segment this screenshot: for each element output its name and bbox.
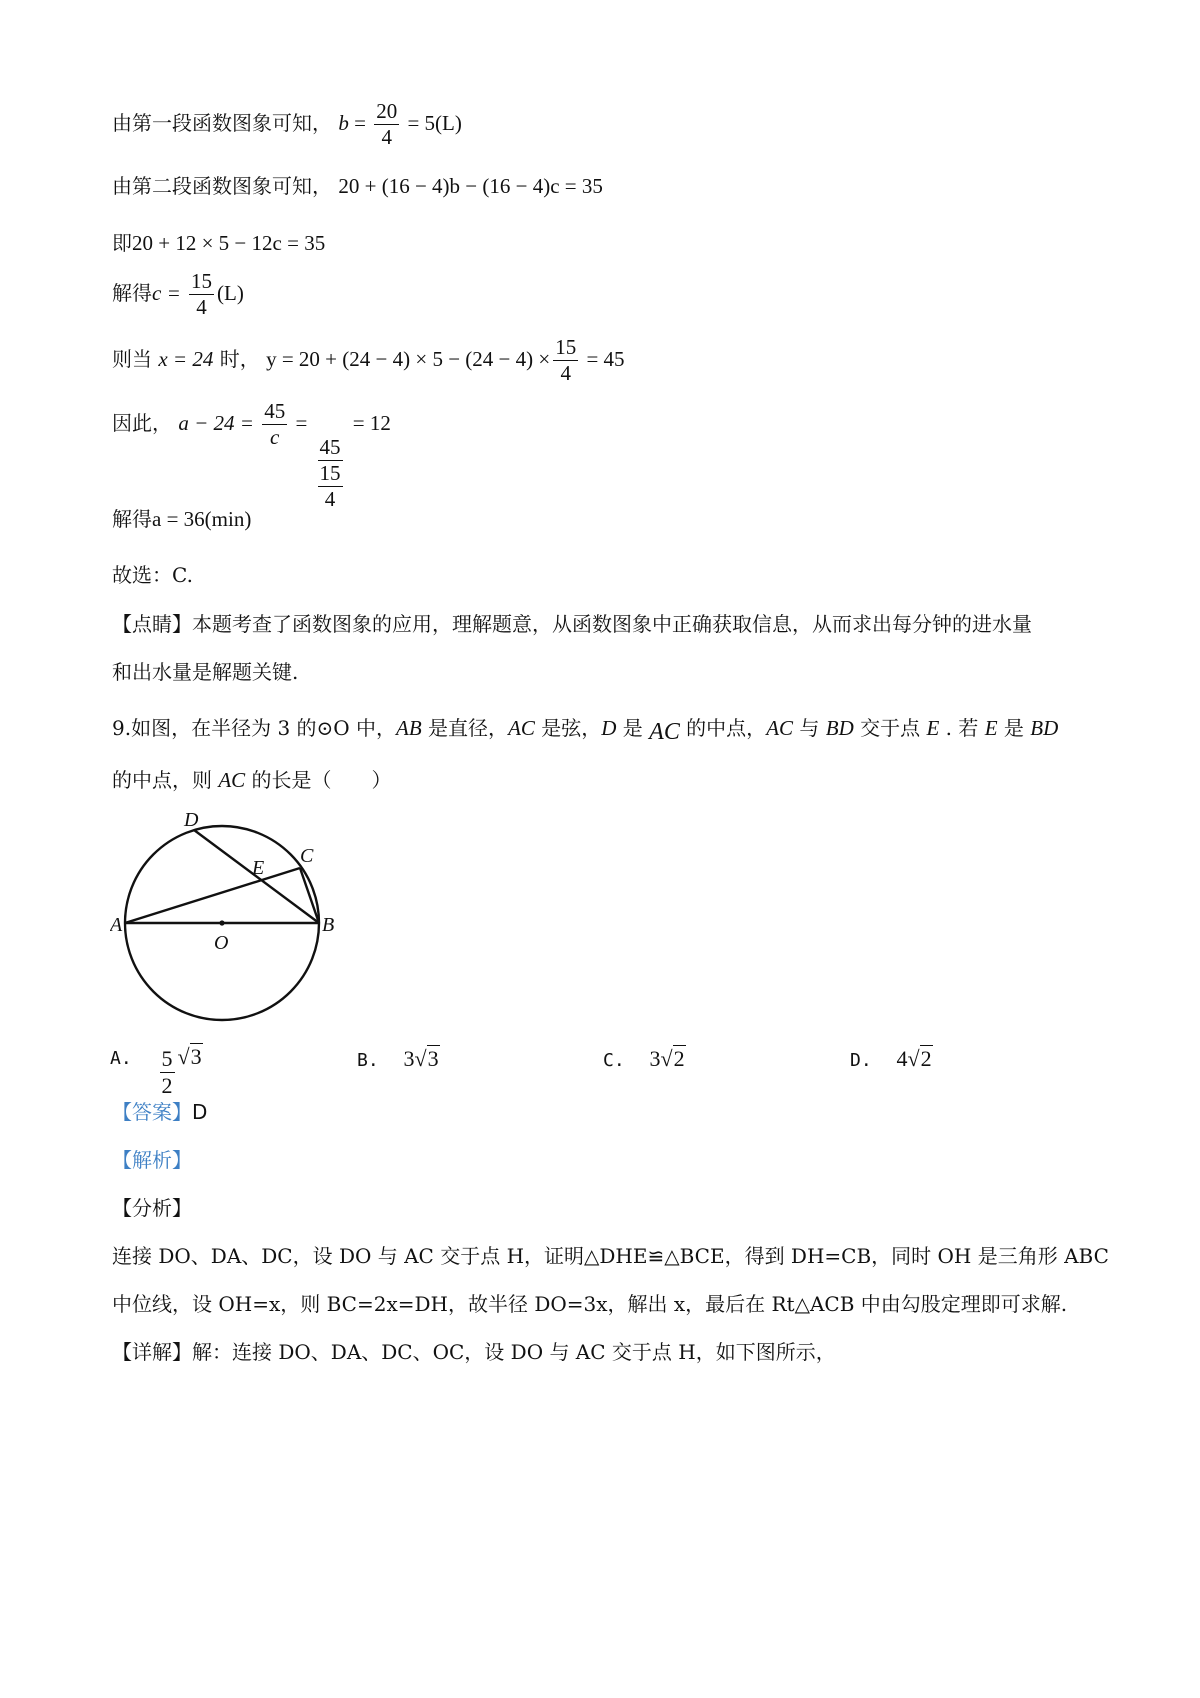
fraction-numerator: 20 xyxy=(374,100,399,125)
fraction-numerator: 5 xyxy=(160,1047,175,1073)
math-var: c = xyxy=(152,281,186,306)
arc-label: AC xyxy=(649,719,680,745)
comment-line-2: 和出水量是解题关键. xyxy=(112,660,299,684)
math-expr: (L) xyxy=(217,281,244,306)
q-text: 的中点， xyxy=(679,716,767,740)
solution-line-2 xyxy=(112,174,603,199)
question-line-2 xyxy=(112,768,392,793)
math-expr: 20 + 12 × 5 − 12c = 35 xyxy=(132,231,326,255)
answer-line xyxy=(112,1100,207,1124)
option-letter: C. xyxy=(603,1050,625,1071)
answer-tag: 【答案】 xyxy=(112,1100,192,1124)
sqrt xyxy=(661,1046,686,1072)
q-text: 的长是（ ） xyxy=(245,768,392,792)
q-math: AC xyxy=(508,716,535,740)
math-op: = xyxy=(290,411,313,436)
sqrt xyxy=(415,1046,440,1072)
q-text: 9.如图，在半径为 3 的⊙O 中， xyxy=(112,716,397,740)
fraction-denominator: c xyxy=(270,425,280,450)
fraction xyxy=(553,336,578,385)
solution-line-3 xyxy=(112,231,325,256)
solution-line-7 xyxy=(112,507,251,532)
solution-line-5 xyxy=(112,336,625,385)
q-text: 与 xyxy=(793,716,826,740)
line-text: 即 xyxy=(112,231,132,255)
solution-line-1 xyxy=(112,100,462,149)
sqrt xyxy=(178,1044,203,1070)
fenxi-tag: 【分析】 xyxy=(112,1196,192,1220)
q-text: 交于点 xyxy=(853,716,927,740)
line-text: 则当 xyxy=(112,347,152,372)
q-math: BD xyxy=(1030,716,1059,740)
q-text: 是直径， xyxy=(421,716,509,740)
option-a[interactable] xyxy=(110,1044,203,1098)
line-text: 解得 xyxy=(112,281,152,306)
fraction-denominator: 4 xyxy=(324,487,336,512)
option-value xyxy=(404,1046,440,1071)
fenxi-line-2: 中位线，设 OH=x，则 BC=2x=DH，故半径 DO=3x，解出 x，最后在 Rt△ACB 中由勾股定理即可求解. xyxy=(112,1292,1068,1316)
label-d: D xyxy=(184,809,199,831)
option-b[interactable] xyxy=(357,1046,440,1072)
label-o: O xyxy=(214,932,229,954)
q-math: AC xyxy=(218,768,246,792)
detail-line xyxy=(112,1340,836,1364)
math-expr: = 12 xyxy=(347,411,391,436)
compound-fraction xyxy=(316,436,345,511)
q-math: AB xyxy=(396,716,422,740)
line-text: 因此， xyxy=(112,411,172,436)
fraction xyxy=(374,100,399,149)
option-coefficient: 4 xyxy=(896,1046,908,1071)
fraction-denominator: 4 xyxy=(196,295,207,320)
radical-sign: √ xyxy=(907,1046,920,1071)
math-expr: x = 24 xyxy=(158,347,214,372)
q-text: 是弦， xyxy=(534,716,602,740)
fraction-numerator: 45 xyxy=(318,436,343,461)
radicand: 2 xyxy=(673,1046,685,1071)
math-expr: a = 36(min) xyxy=(152,507,252,531)
math-expr: y = 20 + (24 − 4) × 5 − (24 − 4) × xyxy=(266,347,551,372)
circle-geometry-figure xyxy=(110,808,350,1028)
math-expr: = 5(L) xyxy=(402,111,462,136)
detail-tag: 【详解】 xyxy=(112,1340,192,1364)
radicand: 2 xyxy=(920,1046,932,1071)
solution-line-6 xyxy=(112,400,391,511)
solution-line-8: 故选：C. xyxy=(112,563,193,587)
radical-sign: √ xyxy=(414,1046,427,1071)
label-a: A xyxy=(110,914,123,936)
analysis-tag: 【解析】 xyxy=(112,1148,192,1172)
radical-sign: √ xyxy=(660,1046,673,1071)
fenxi-line-1: 连接 DO、DA、DC，设 DO 与 AC 交于点 H，证明△DHE≌△BCE，得到 DH=CB，同时 OH 是三角形 ABC xyxy=(112,1244,1109,1268)
fraction xyxy=(262,400,287,449)
q-math: E xyxy=(926,716,940,740)
line-text: 由第二段函数图象可知， xyxy=(112,174,332,198)
fraction-denominator xyxy=(316,461,345,511)
label-b: B xyxy=(322,914,335,936)
line-text: 解得 xyxy=(112,507,152,531)
option-coefficient: 3 xyxy=(649,1046,661,1071)
fraction-numerator: 15 xyxy=(553,336,578,361)
nested-fraction xyxy=(318,462,343,511)
center-point-o xyxy=(219,920,224,925)
q-math: BD xyxy=(825,716,854,740)
q-text: . 若 xyxy=(939,716,985,740)
label-e: E xyxy=(252,857,265,879)
radicand: 3 xyxy=(190,1044,202,1069)
option-letter: D. xyxy=(850,1050,872,1071)
solution-line-4 xyxy=(112,270,244,319)
fraction xyxy=(160,1047,175,1098)
q-text: 是 xyxy=(997,716,1031,740)
fraction-denominator: 2 xyxy=(161,1073,173,1099)
q-math: E xyxy=(984,716,998,740)
option-value xyxy=(897,1046,933,1071)
math-var: b xyxy=(338,111,349,136)
option-value xyxy=(650,1046,686,1071)
radicand: 3 xyxy=(427,1046,439,1071)
radical-sign: √ xyxy=(177,1044,190,1069)
fraction-numerator: 15 xyxy=(189,270,214,295)
fraction-denominator: 4 xyxy=(560,361,571,386)
option-coefficient: 3 xyxy=(403,1046,415,1071)
math-op: = xyxy=(348,111,372,136)
line-text: 由第一段函数图象可知， xyxy=(112,111,332,136)
comment-line-1: 【点睛】本题考查了函数图象的应用，理解题意，从函数图象中正确获取信息，从而求出每分钟的进水量 xyxy=(112,612,1032,636)
q-text: 是 xyxy=(616,716,650,740)
option-letter: B. xyxy=(357,1050,379,1071)
line-text: 时， xyxy=(219,347,260,372)
fraction-numerator: 15 xyxy=(318,462,343,487)
math-expr: = 45 xyxy=(581,347,625,372)
answer-value: D xyxy=(192,1100,208,1124)
chord-ac xyxy=(125,868,300,923)
math-expr: a − 24 = xyxy=(178,411,260,436)
option-letter: A. xyxy=(110,1048,132,1069)
q-math: D xyxy=(601,716,617,740)
option-value xyxy=(157,1044,203,1099)
fraction-numerator: 45 xyxy=(262,400,287,425)
option-c[interactable] xyxy=(603,1046,686,1072)
math-expr: 20 + (16 − 4)b − (16 − 4)c = 35 xyxy=(338,174,603,198)
question-line-1 xyxy=(112,714,1058,743)
q-math: AC xyxy=(766,716,794,740)
sqrt xyxy=(908,1046,933,1072)
option-d[interactable] xyxy=(850,1046,933,1072)
fraction-denominator: 4 xyxy=(381,125,392,150)
label-c: C xyxy=(300,845,314,867)
detail-text: 解：连接 DO、DA、DC、OC，设 DO 与 AC 交于点 H，如下图所示， xyxy=(192,1340,836,1364)
fraction xyxy=(189,270,214,319)
q-text: 的中点，则 xyxy=(112,768,219,792)
